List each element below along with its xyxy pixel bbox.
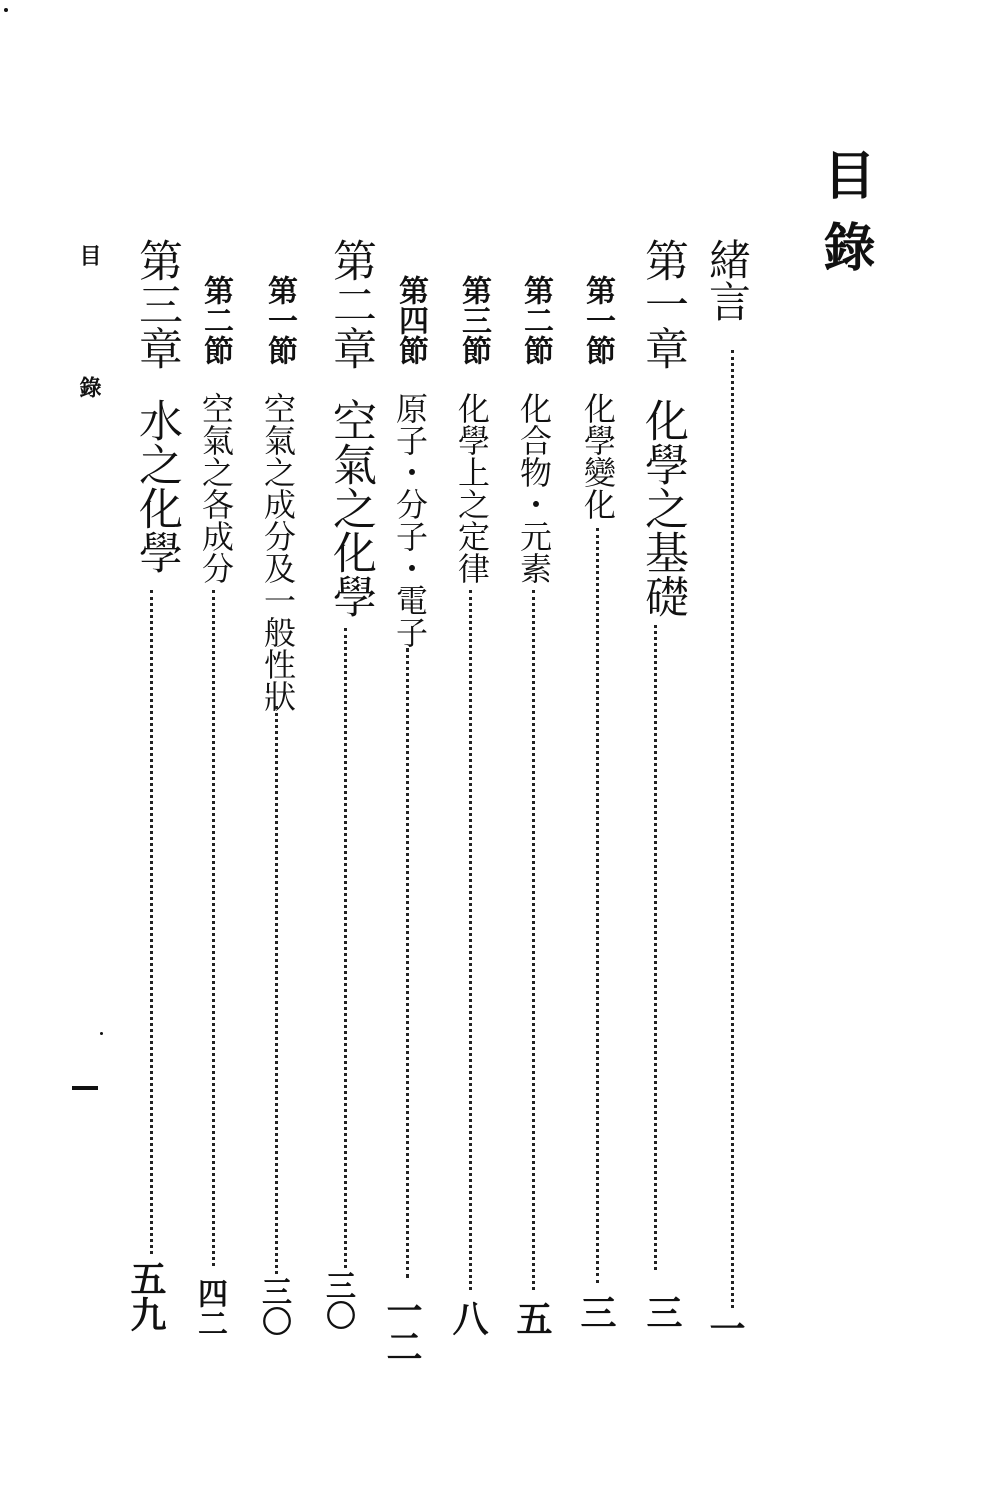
- toc-leader-dots: [469, 590, 472, 1290]
- toc-section-title: 化學變化: [579, 392, 617, 520]
- toc-page-number: 三: [575, 1294, 617, 1330]
- toc-section-label: 第一節: [262, 275, 297, 365]
- folio-page-number: [72, 1086, 98, 1090]
- toc-section-title: 空氣之各成分: [197, 392, 235, 584]
- toc-section-label: 第四節: [393, 275, 428, 365]
- toc-chapter-title: 水之化學: [131, 398, 182, 574]
- toc-page-number: 四二: [192, 1278, 227, 1338]
- toc-leader-dots: [150, 590, 153, 1254]
- toc-page-number: 一: [704, 1310, 746, 1346]
- toc-section-title: 空氣之成分及一般性狀: [259, 392, 297, 712]
- toc-leader-dots: [596, 528, 599, 1283]
- toc-chapter-title: 化學之基礎: [637, 398, 688, 618]
- scan-speck: [4, 8, 8, 12]
- toc-leader-dots: [731, 350, 734, 1308]
- scan-speck: [100, 1032, 103, 1035]
- toc-entry-intro-label: 緒言: [703, 238, 752, 322]
- toc-page-number: 一二: [381, 1292, 423, 1364]
- toc-leader-dots: [275, 706, 278, 1274]
- toc-page-number: 三: [641, 1294, 683, 1330]
- toc-page-number: 三〇: [320, 1270, 355, 1330]
- toc-chapter-title: 空氣之化學: [325, 398, 376, 618]
- toc-section-title: 原子・分子・電子: [391, 392, 429, 648]
- page-title: 目錄: [814, 148, 875, 292]
- toc-page-number: 五: [511, 1300, 553, 1336]
- toc-section-label: 第一節: [580, 275, 615, 365]
- toc-chapter-label: 第三章: [131, 238, 182, 370]
- toc-page-number: 三〇: [256, 1276, 291, 1336]
- toc-leader-dots: [406, 648, 409, 1278]
- toc-leader-dots: [654, 625, 657, 1270]
- toc-section-title: 化合物・元素: [515, 392, 553, 584]
- toc-chapter-label: 第一章: [637, 238, 688, 370]
- toc-page-number: 八: [447, 1300, 489, 1336]
- toc-section-label: 第二節: [198, 275, 233, 365]
- toc-section-label: 第二節: [518, 275, 553, 365]
- toc-page-number: 五九: [125, 1260, 167, 1332]
- toc-section-title: 化學上之定律: [453, 392, 491, 584]
- toc-leader-dots: [344, 628, 347, 1268]
- toc-leader-dots: [532, 590, 535, 1290]
- toc-chapter-label: 第二章: [325, 238, 376, 370]
- toc-section-label: 第三節: [456, 275, 491, 365]
- toc-leader-dots: [212, 590, 215, 1266]
- running-header: 目 錄: [76, 244, 102, 442]
